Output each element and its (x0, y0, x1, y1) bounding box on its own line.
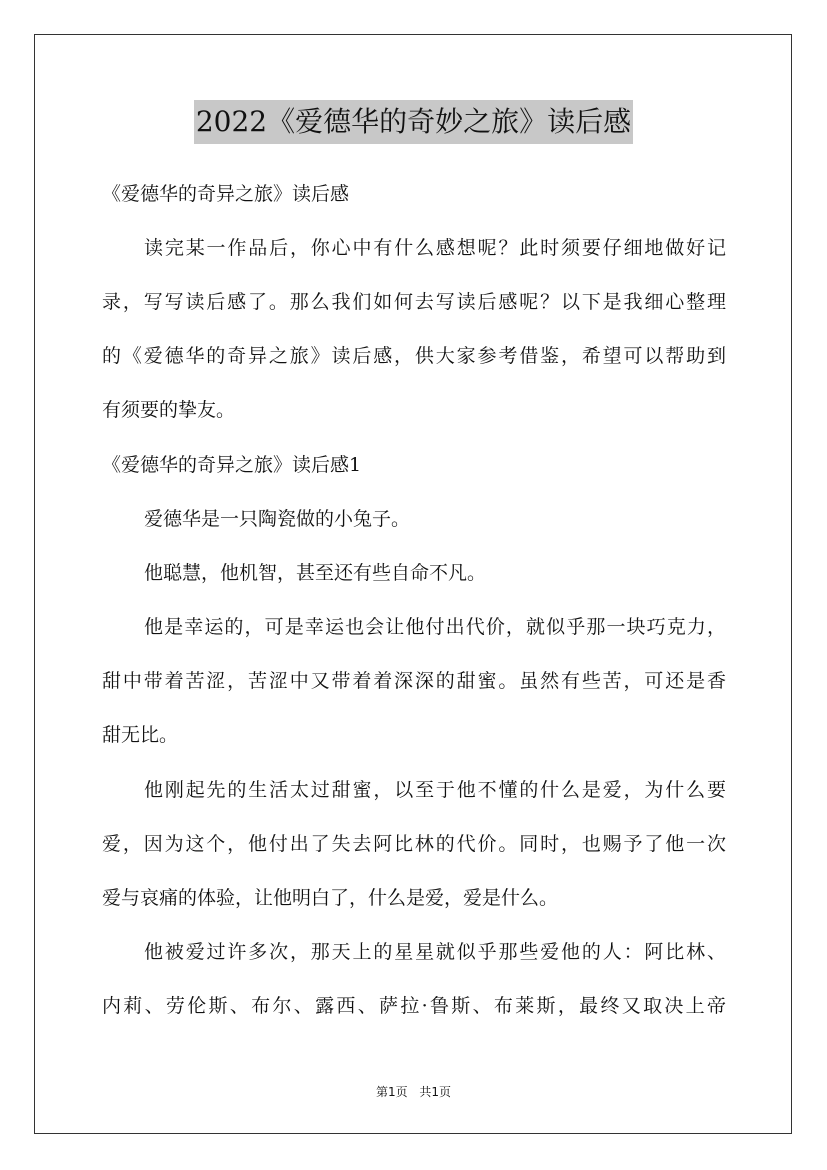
paragraph-line: 有须要的挚友。 (102, 399, 236, 421)
paragraph-line: 录，写写读后感了。那么我们如何去写读后感呢？以下是我细心整理 (102, 291, 726, 313)
paragraph-line: 内莉、劳伦斯、布尔、露西、萨拉·鲁斯、布莱斯，最终又取决上帝 (102, 995, 726, 1017)
paragraph-line: 他被爱过许多次，那天上的星星就似乎那些爱他的人：阿比林、 (144, 941, 726, 963)
article-subtitle: 《爱德华的奇异之旅》读后感 (102, 183, 350, 205)
paragraph-line: 甜中带着苦涩，苦涩中又带着着深深的甜蜜。虽然有些苦，可还是香 (102, 670, 726, 692)
paragraph-line: 他刚起先的生活太过甜蜜，以至于他不懂的什么是爱，为什么要 (144, 779, 726, 801)
title-container (0, 100, 827, 144)
section-heading: 《爱德华的奇异之旅》读后感1 (102, 454, 362, 476)
paragraph-line: 他是幸运的，可是幸运也会让他付出代价，就似乎那一块巧克力， (144, 616, 726, 638)
page-footer (0, 1084, 827, 1100)
page-number: 第1页 (375, 1085, 408, 1099)
page-total: 共1页 (419, 1085, 452, 1099)
paragraph-line: 爱，因为这个，他付出了失去阿比林的代价。同时，也赐予了他一次 (102, 833, 726, 855)
paragraph-line: 甜无比。 (102, 724, 179, 746)
document-title: 2022《爱德华的奇妙之旅》读后感 (194, 100, 633, 144)
paragraph-line: 爱与哀痛的体验，让他明白了，什么是爱，爱是什么。 (102, 887, 559, 909)
paragraph-line: 读完某一作品后，你心中有什么感想呢？此时须要仔细地做好记 (144, 237, 726, 259)
paragraph-line: 的《爱德华的奇异之旅》读后感，供大家参考借鉴，希望可以帮助到 (102, 345, 726, 367)
paragraph-line: 他聪慧，他机智，甚至还有些自命不凡。 (144, 562, 487, 584)
paragraph-line: 爱德华是一只陶瓷做的小兔子。 (144, 508, 411, 530)
